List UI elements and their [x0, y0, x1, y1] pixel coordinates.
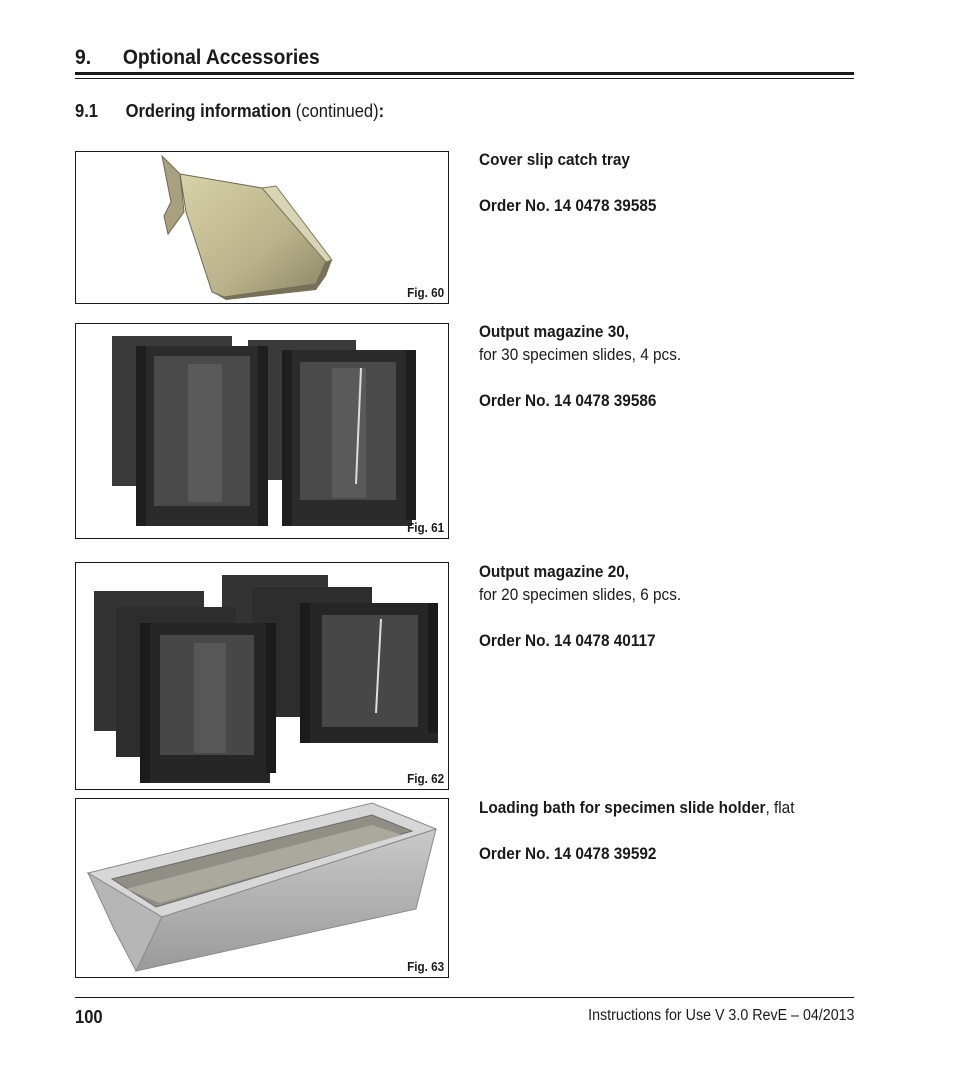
section-heading: [75, 46, 320, 70]
figure-cover-slip-catch-tray: [75, 151, 449, 304]
figure-label: Fig. 61: [406, 520, 444, 535]
output-magazine-20-illustration: [76, 563, 448, 789]
subsection-colon: :: [378, 101, 385, 121]
header-rule-thin: [75, 78, 854, 79]
order-number: Order No. 14 0478 39585: [479, 197, 657, 215]
item-output-magazine-30: [479, 321, 832, 413]
cover-slip-tray-illustration: [76, 152, 448, 303]
item-name: Cover slip catch tray: [479, 151, 630, 169]
order-number: Order No. 14 0478 40117: [479, 632, 656, 650]
item-description: for 30 specimen slides, 4 pcs.: [479, 346, 682, 364]
header-rule-thick: [75, 72, 854, 75]
subsection-title: Ordering information: [125, 101, 292, 121]
figure-label: Fig. 60: [406, 285, 444, 300]
figure-output-magazine-20: [75, 562, 449, 790]
item-name-suffix: , flat: [765, 799, 795, 817]
subsection-heading: [75, 101, 384, 122]
figure-loading-bath: [75, 798, 449, 978]
figure-output-magazine-30: [75, 323, 449, 539]
order-number: Order No. 14 0478 39592: [479, 845, 657, 863]
loading-bath-illustration: [76, 799, 448, 977]
item-cover-slip-catch-tray: [479, 149, 832, 218]
item-name: Output magazine 30,: [479, 323, 630, 341]
item-description: for 20 specimen slides, 6 pcs.: [479, 586, 682, 604]
item-output-magazine-20: [479, 561, 832, 653]
subsection-number: 9.1: [75, 101, 99, 121]
order-number: Order No. 14 0478 39586: [479, 392, 657, 410]
page-number: 100: [75, 1007, 103, 1027]
document-info: Instructions for Use V 3.0 RevE – 04/2013: [587, 1007, 854, 1024]
item-name: Output magazine 20,: [479, 563, 630, 581]
item-name: Loading bath for specimen slide holder: [479, 799, 766, 817]
output-magazine-30-illustration: [76, 324, 448, 538]
figure-label: Fig. 62: [406, 771, 444, 786]
section-title: Optional Accessories: [122, 46, 320, 69]
item-name-line: [479, 797, 832, 820]
figure-label: Fig. 63: [406, 959, 444, 974]
footer-rule: [75, 997, 854, 998]
item-loading-bath: [479, 797, 832, 866]
section-number: 9.: [75, 46, 92, 69]
subsection-title-rest: (continued): [291, 101, 379, 121]
